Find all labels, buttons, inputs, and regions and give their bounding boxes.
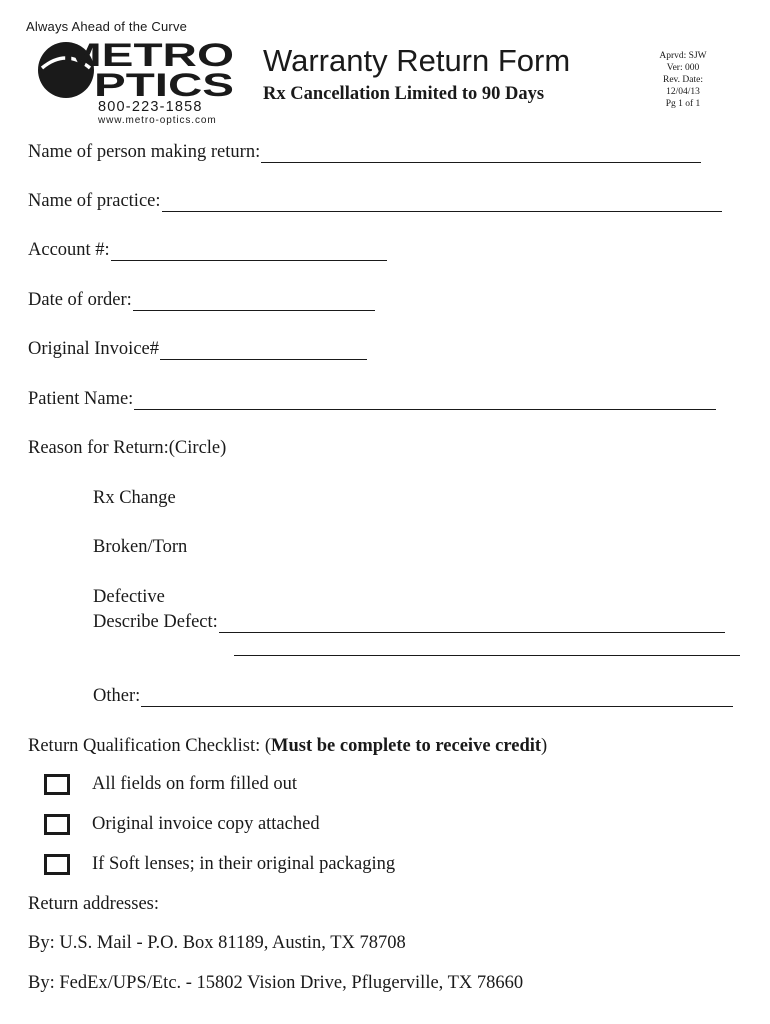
checklist-heading-bold: Must be complete to receive credit (271, 736, 542, 756)
checklist-item[interactable] (44, 814, 320, 835)
account-label: Account #: (28, 240, 110, 260)
practice-field[interactable] (28, 191, 722, 212)
patient-field[interactable] (28, 389, 716, 410)
checklist-item-label: Original invoice copy attached (92, 814, 320, 834)
meta-rev-date: 12/04/13 (666, 87, 700, 97)
metro-optics-logo (36, 34, 236, 104)
order-date-field[interactable] (28, 290, 375, 311)
logo-phone: 800-223-1858 (98, 99, 203, 115)
reason-heading: Reason for Return:(Circle) (28, 438, 227, 458)
reason-option-broken[interactable]: Broken/Torn (93, 537, 188, 557)
describe-defect-label: Describe Defect: (93, 612, 218, 632)
practice-line[interactable] (162, 193, 722, 212)
checklist-heading-prefix: Return Qualification Checklist: ( (28, 736, 272, 756)
checklist-item-label: All fields on form filled out (92, 774, 298, 794)
person-label: Name of person making return: (28, 142, 261, 162)
other-label: Other: (93, 686, 141, 706)
meta-page: Pg 1 of 1 (665, 99, 701, 109)
checklist-item[interactable] (44, 854, 395, 875)
meta-approved: Aprvd: SJW (659, 51, 707, 61)
other-field[interactable] (93, 686, 733, 707)
account-line[interactable] (111, 242, 387, 261)
checklist-heading (28, 736, 547, 757)
address-courier: By: FedEx/UPS/Etc. - 15802 Vision Drive, Pflugerville, TX 78660 (28, 973, 524, 993)
order-date-label: Date of order: (28, 290, 132, 310)
person-line[interactable] (261, 144, 701, 163)
checklist-item[interactable] (44, 774, 297, 795)
logo-tagline: Always Ahead of the Curve (26, 19, 188, 34)
invoice-label: Original Invoice# (28, 339, 159, 359)
invoice-line[interactable] (160, 341, 367, 360)
person-field[interactable] (28, 142, 701, 163)
meta-version: Ver: 000 (666, 63, 700, 73)
order-date-line[interactable] (133, 292, 375, 311)
practice-label: Name of practice: (28, 191, 161, 211)
meta-rev-label: Rev. Date: (662, 75, 703, 85)
other-line[interactable] (141, 688, 733, 707)
checkbox[interactable] (44, 854, 70, 875)
approval-meta (640, 50, 726, 110)
reason-option-rx-change[interactable]: Rx Change (93, 488, 176, 508)
logo-wordmark-line2: PTICS (94, 67, 234, 103)
patient-label: Patient Name: (28, 389, 134, 409)
reason-option-defective[interactable]: Defective (93, 587, 165, 607)
checklist-heading-suffix: ) (541, 736, 548, 756)
address-mail: By: U.S. Mail - P.O. Box 81189, Austin, TX 78708 (28, 933, 406, 953)
form-subtitle: Rx Cancellation Limited to 90 Days (263, 84, 545, 104)
checkbox[interactable] (44, 814, 70, 835)
describe-defect-line-2[interactable] (234, 655, 740, 656)
describe-defect-field[interactable] (93, 612, 725, 633)
account-field[interactable] (28, 240, 387, 261)
addresses-heading: Return addresses: (28, 894, 160, 914)
checkbox[interactable] (44, 774, 70, 795)
form-title: Warranty Return Form (263, 43, 571, 78)
patient-line[interactable] (134, 391, 716, 410)
logo-website: www.metro-optics.com (98, 115, 217, 126)
checklist-item-label: If Soft lenses; in their original packaging (92, 854, 396, 874)
describe-defect-line[interactable] (219, 614, 725, 633)
invoice-field[interactable] (28, 339, 367, 360)
logo-wordmark-line1: METRO (62, 37, 234, 73)
